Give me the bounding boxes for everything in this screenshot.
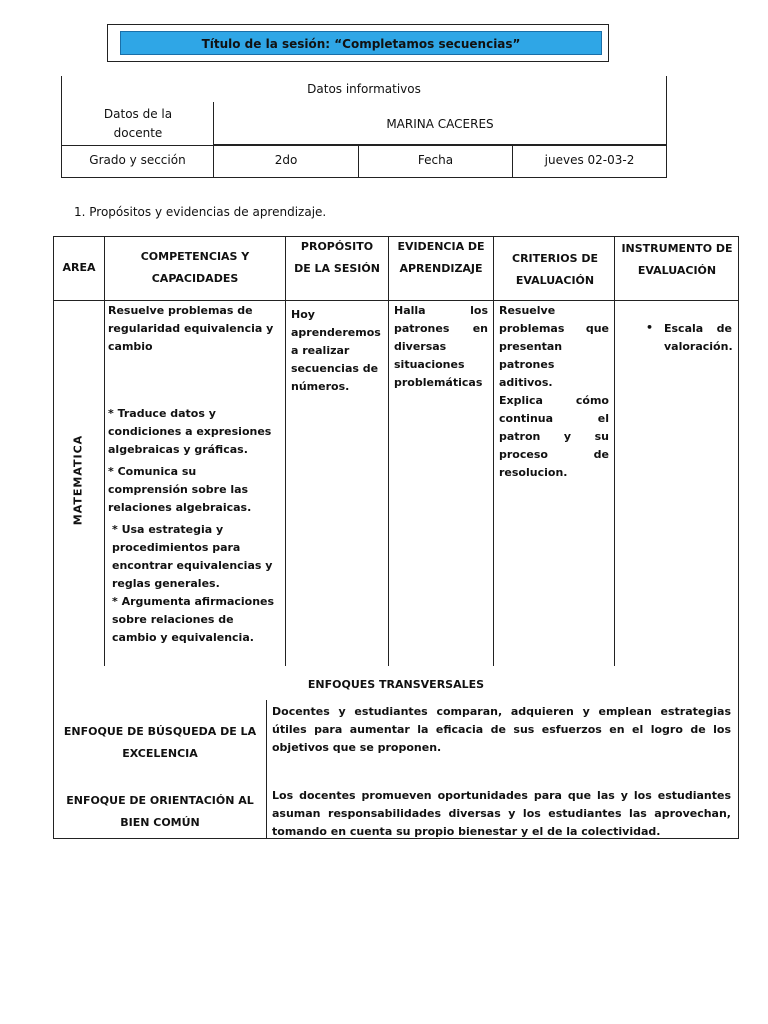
session-title-box (107, 24, 609, 62)
session-title: Título de la sesión: “Completamos secuencias” (120, 31, 602, 55)
capacidad-2: * Comunica su comprensión sobre las relaciones algebraicas. (108, 465, 252, 514)
enfoque-2-name: ENFOQUE DE ORIENTACIÓN AL BIEN COMÚN (66, 794, 254, 829)
instrumento-text: Escala de valoración. (664, 322, 733, 353)
capacidad-1: * Traduce datos y condiciones a expresiones algebraicas y gráficas. (108, 407, 272, 456)
info-heading: Datos informativos (307, 82, 421, 96)
bullet-icon: • (646, 321, 654, 334)
date-value: jueves 02-03-2 (544, 153, 635, 167)
header-evidencia: EVIDENCIA DE APRENDIZAJE (397, 240, 485, 275)
header-proposito: PROPÓSITO DE LA SESIÓN (294, 240, 380, 275)
enfoque-2-text: Los docentes promueven oportunidades para que las y los estudiantes asuman responsabilidades diversas y los estudiantes las aprovechan, tomando en cuenta su propio bienestar y el de la colectividad. (272, 789, 731, 838)
date-label: Fecha (417, 153, 454, 167)
enfoque-1-name: ENFOQUE DE BÚSQUEDA DE LA EXCELENCIA (63, 725, 257, 760)
header-area: AREA (62, 261, 96, 274)
competencia-text: Resuelve problemas de regularidad equivalencia y cambio (108, 304, 274, 353)
area-label: MATEMATICA (71, 434, 85, 526)
header-instrumento: INSTRUMENTO DE EVALUACIÓN (621, 242, 733, 277)
capacidad-3: * Usa estrategia y procedimientos para encontrar equivalencias y reglas generales. (112, 523, 273, 590)
criterio-1: Resuelve problemas que presentan patrones aditivos. (499, 304, 609, 389)
capacidad-4: * Argumenta afirmaciones sobre relaciones de cambio y equivalencia. (112, 595, 275, 644)
teacher-name: MARINA CACERES (386, 117, 494, 131)
section-heading: 1. Propósitos y evidencias de aprendizaje. (74, 205, 327, 219)
area-cell (63, 400, 93, 560)
teacher-label: Datos de la docente (103, 107, 173, 140)
criterio-2: Explica cómo continua el patron y su proceso de resolucion. (499, 394, 609, 479)
header-criterios: CRITERIOS DE EVALUACIÓN (512, 252, 598, 287)
evidencia-text: Halla los patrones en diversas situaciones problemáticas (394, 304, 488, 389)
enfoques-heading: ENFOQUES TRANSVERSALES (307, 678, 485, 691)
header-competencias: COMPETENCIAS Y CAPACIDADES (140, 250, 250, 285)
enfoque-1-text: Docentes y estudiantes comparan, adquieren y emplean estrategias útiles para aumentar la eficacia de sus esfuerzos en el logro de los objetivos que se proponen. (272, 705, 731, 754)
grade-value: 2do (274, 153, 298, 167)
proposito-text: Hoy aprenderemos a realizar secuencias de números. (291, 308, 381, 393)
grade-label: Grado y sección (89, 153, 186, 167)
